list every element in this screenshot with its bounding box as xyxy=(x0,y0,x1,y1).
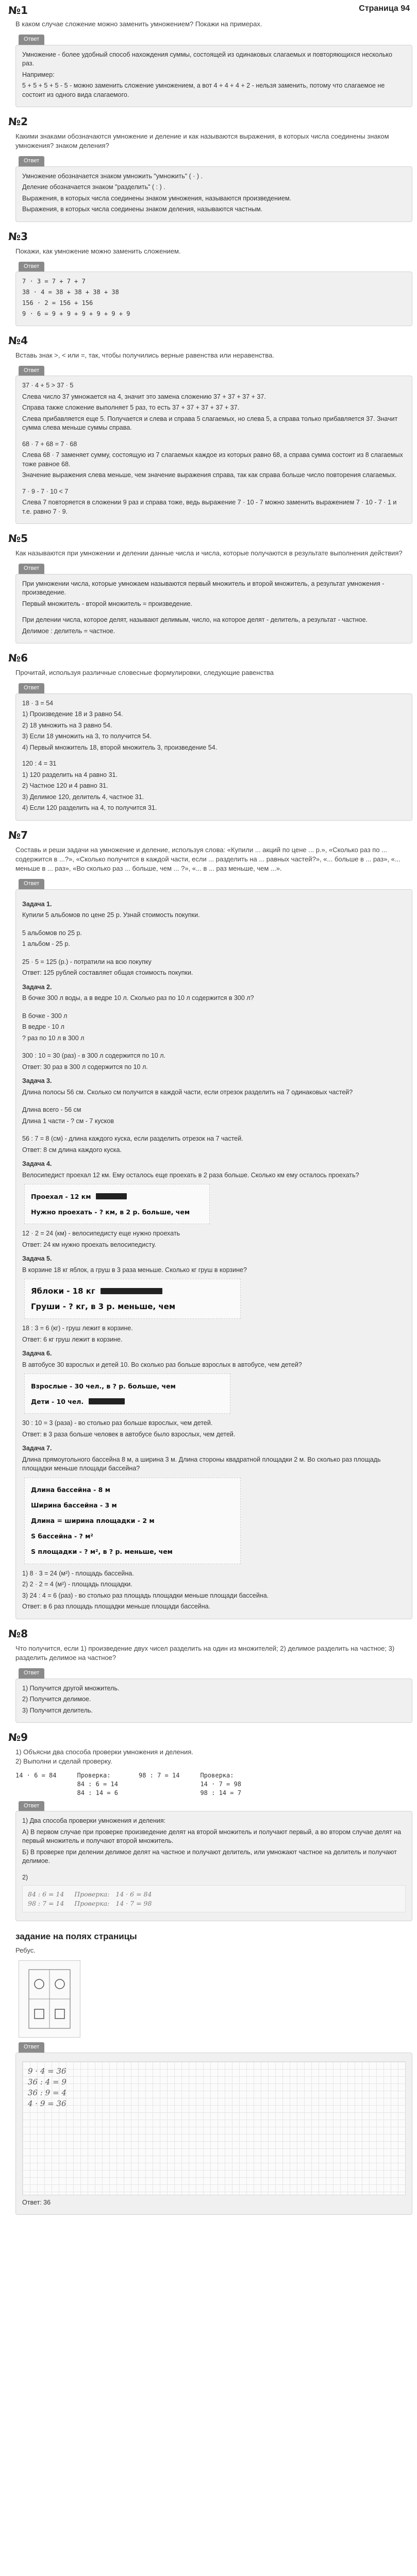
question: Ребус. xyxy=(15,1946,36,1955)
answer-line: 1) Получится другой множитель. xyxy=(22,1684,120,1692)
question: Покажи, как умножение можно заменить сложением. xyxy=(15,247,181,255)
answer-block xyxy=(15,261,412,326)
answer-line: Первый множитель - второй множитель = произведение. xyxy=(22,600,192,607)
answer-tab: Ответ xyxy=(19,35,44,44)
answer-line: 1) Два способа проверки умножения и деления: xyxy=(22,1817,166,1825)
answer-tab: Ответ xyxy=(19,156,44,166)
answer-line: 38 · 4 = 38 + 38 + 38 + 38 xyxy=(22,289,119,296)
section-9 xyxy=(8,1730,410,1921)
task-number: №3 xyxy=(8,230,28,243)
diagram-bar xyxy=(101,1288,162,1294)
answer-box xyxy=(15,45,412,108)
answer-line: Ответ: в 3 раза больше человек в автобусе было взрослых, чем детей. xyxy=(22,1430,236,1438)
diagram-label: Длина бассейна - 8 м xyxy=(31,1486,110,1494)
diagram xyxy=(24,1478,241,1564)
answer-line: 25 · 5 = 125 (р.) - потратили на всю покупку xyxy=(22,958,152,965)
section-4 xyxy=(8,333,410,524)
answer-box xyxy=(15,693,412,821)
answer-tab: Ответ xyxy=(19,1801,44,1811)
answer-line: А) В первом случае при проверке произведение делят на второй множитель и получают первый, а во втором случае делят на первый множитель и получают второй множитель. xyxy=(22,1828,402,1845)
answer-line: 7 · 3 = 7 + 7 + 7 xyxy=(22,278,86,285)
calculation: 98 : 7 = 14 xyxy=(138,1772,180,1780)
answer-line: 300 : 10 = 30 (раз) - в 300 л содержится по 10 л. xyxy=(22,1052,165,1060)
diagram-label: S площадки - ? м², в ? р. меньше, чем xyxy=(31,1548,173,1556)
diagram-row xyxy=(31,1204,203,1219)
answer-line: 4) Первый множитель 18, второй множитель 3, произведение 54. xyxy=(22,743,218,751)
diagram xyxy=(24,1374,230,1414)
answer-line: 68 · 7 + 68 = 7 · 68 xyxy=(22,440,77,448)
question: 1) Объясни два способа проверки умножения и деления. 2) Выполни и сделай проверку. xyxy=(15,1748,193,1766)
answer-line: Б) В проверке при делении делимое делят на частное и получают делитель, или умножают частное на делитель и получают делимое. xyxy=(22,1848,397,1865)
answer-line: В автобусе 30 взрослых и детей 10. Во сколько раз больше взрослых в автобусе, чем детей? xyxy=(22,1361,302,1368)
answer-line: Длина 1 части - ? см - 7 кусков xyxy=(22,1117,114,1125)
answer-line: В ведре - 10 л xyxy=(22,1023,64,1031)
diagram-bar xyxy=(89,1398,125,1404)
answer-line: 2) xyxy=(22,1873,28,1881)
diagram-row xyxy=(31,1513,234,1529)
answer-line: Велосипедист проехал 12 км. Ему осталось еще проехать в 2 раза больше. Сколько км ему осталось проехать? xyxy=(22,1171,359,1179)
task-number: №5 xyxy=(8,532,28,545)
answer-line: При умножении числа, которые умножаем называются первый множитель и второй множитель, а результат умножения - произведение. xyxy=(22,580,385,597)
answer-tab: Ответ xyxy=(19,366,44,376)
answer-line: Например: xyxy=(22,71,55,78)
answer-line: При делении числа, которое делят, называют делимым, число, на которое делят - делитель, а результат - частное. xyxy=(22,616,368,624)
answer-line: 2) Получится делимое. xyxy=(22,1696,91,1703)
answer-line: Значение выражения слева меньше, чем значение выражения справа, так как справа больше число повторения слагаемых. xyxy=(22,471,397,479)
task-heading: Задача 5. xyxy=(22,1255,52,1263)
rebus-figure-icon xyxy=(24,1965,75,2032)
calculation: 14 · 6 = 84 xyxy=(15,1772,57,1780)
answer-tab: Ответ xyxy=(19,879,44,889)
answer-line: Ответ: 24 км нужно проехать велосипедисту. xyxy=(22,1241,156,1248)
diagram-label: Нужно проехать - ? км, в 2 р. больше, чем xyxy=(31,1208,190,1216)
answer-block xyxy=(15,34,412,107)
task-number: №8 xyxy=(8,1627,28,1640)
diagram-label: Дети - 10 чел. xyxy=(31,1397,84,1405)
answer-line: 5 альбомов по 25 р. xyxy=(22,929,82,937)
answer-line: Ответ: 30 раз в 300 л содержится по 10 л. xyxy=(22,1063,148,1071)
answer-line: В бочке - 300 л xyxy=(22,1012,68,1020)
answer-line: Ответ: 6 кг груш лежит в корзине. xyxy=(22,1335,123,1343)
answer-block xyxy=(15,683,412,820)
task-heading: Задача 1. xyxy=(22,900,52,908)
task-heading: Задача 6. xyxy=(22,1350,52,1358)
question: Как называются при умножении и делении данные числа и числа, которые получаются в результате выполнения действия? xyxy=(15,549,403,557)
question: Прочитай, используя различные словесные формулировки, следующие равенства xyxy=(15,669,274,677)
rebus-image xyxy=(19,1960,80,2038)
answer-block xyxy=(15,878,412,1619)
diagram-label: Взрослые - 30 чел., в ? р. больше, чем xyxy=(31,1382,176,1390)
answer-line: Слева 7 повторяется в сложении 9 раз и справа тоже, ведь выражение 7 · 10 - 7 можно заменить выражением 7 · 10 - 7 · 1 и т.е. равно 7 · 9. xyxy=(22,499,397,515)
answer-line: 3) Если 18 умножить на 3, то получится 54. xyxy=(22,733,152,740)
handwritten-solution: 84 : 6 = 14 Проверка: 14 · 6 = 84 98 : 7 = 14 Проверка: 14 · 7 = 98 xyxy=(22,1885,406,1912)
diagram-label: Длина = ширина площадки - 2 м xyxy=(31,1517,155,1525)
diagram-row xyxy=(31,1482,234,1498)
answer-line: 2) Частное 120 и 4 равно 31. xyxy=(22,782,108,790)
section-1 xyxy=(8,20,410,107)
answer-block xyxy=(15,156,412,222)
diagram-row xyxy=(31,1189,203,1204)
answer-line: 3) Получится делитель. xyxy=(22,1706,93,1714)
diagram-label: Яблоки - 18 кг xyxy=(31,1286,95,1296)
answer-line: 156 · 2 = 156 + 156 xyxy=(22,299,93,307)
handwritten-solution: 9 · 4 = 36 36 : 4 = 9 36 : 9 = 4 4 · 9 = 36 xyxy=(22,2061,406,2195)
answer-line: Длина всего - 56 см xyxy=(22,1106,81,1114)
answer-line: Деление обозначается знаком "разделить" ( : ) . xyxy=(22,183,165,191)
answer-line: 2) 2 · 2 = 4 (м²) - площадь площадки. xyxy=(22,1581,132,1588)
answer-box xyxy=(15,889,412,1619)
answer-line: В корзине 18 кг яблок, а груш в 3 раза меньше. Сколько кг груш в корзине? xyxy=(22,1266,247,1274)
answer-line: Ответ: 36 xyxy=(22,2198,51,2206)
task-number: №9 xyxy=(8,1731,28,1744)
answer-line: 12 · 2 = 24 (км) - велосипедисту еще нужно проехать xyxy=(22,1230,180,1238)
answer-line: Выражения, в которых числа соединены знаком умножения, называются произведением. xyxy=(22,194,292,202)
answer-block xyxy=(15,563,412,643)
answer-block xyxy=(15,2042,412,2215)
section-6 xyxy=(8,651,410,821)
answer-line: 56 : 7 = 8 (см) - длина каждого куска, если разделить отрезок на 7 частей. xyxy=(22,1135,243,1143)
answer-tab: Ответ xyxy=(19,564,44,573)
answer-line: Ответ: 125 рублей составляет общая стоимость покупки. xyxy=(22,969,193,977)
answer-line: 2) 18 умножить на 3 равно 54. xyxy=(22,721,112,729)
diagram-label: Груши - ? кг, в 3 р. меньше, чем xyxy=(31,1301,176,1311)
section-8 xyxy=(8,1626,410,1723)
answer-block xyxy=(15,1801,412,1921)
answer-line: 1) 120 разделить на 4 равно 31. xyxy=(22,771,118,778)
answer-line: 30 : 10 = 3 (раза) - во столько раз больше взрослых, чем детей. xyxy=(22,1419,213,1427)
section-5 xyxy=(8,531,410,643)
diagram-row xyxy=(31,1394,224,1409)
answer-line: 5 + 5 + 5 + 5 - 5 - можно заменить сложение умножением, а вот 4 + 4 + 4 + 2 - нельзя заменить, потому что слагаемое не состоит из одного вида слагаемого. xyxy=(22,82,385,98)
answer-block xyxy=(15,1668,412,1723)
section-title: задание на полях страницы xyxy=(15,1931,137,1942)
margin-task-section xyxy=(15,1930,410,2215)
answer-line: 37 · 4 + 5 > 37 · 5 xyxy=(22,382,74,389)
task-number: №6 xyxy=(8,652,28,665)
answer-line: Длина прямоугольного бассейна 8 м, а ширина 3 м. Длина стороны квадратной площадки 2 м. Во сколько раз площадь площадки меньше площади бассейна? xyxy=(22,1455,381,1472)
task-number: №1 xyxy=(8,4,28,16)
page-title: Страница 94 xyxy=(359,4,410,13)
answer-line: 9 · 6 = 9 + 9 + 9 + 9 + 9 + 9 xyxy=(22,310,130,317)
section-3 xyxy=(8,229,410,326)
answer-box xyxy=(15,2053,412,2215)
task-number: №2 xyxy=(8,115,28,128)
answer-line: 4) Если 120 разделить на 4, то получится 31. xyxy=(22,804,157,812)
answer-tab: Ответ xyxy=(19,1668,44,1678)
answer-tab: Ответ xyxy=(19,2042,44,2052)
answer-line: 18 · 3 = 54 xyxy=(22,699,54,707)
answer-box xyxy=(15,1811,412,1921)
answer-tab: Ответ xyxy=(19,262,44,272)
task-number: №4 xyxy=(8,334,28,347)
diagram xyxy=(24,1279,241,1319)
diagram-row xyxy=(31,1283,234,1299)
answer-line: Слева число 37 умножается на 4, значит это замена сложению 37 + 37 + 37 + 37. xyxy=(22,393,266,400)
section-2 xyxy=(8,114,410,222)
task-heading: Задача 3. xyxy=(22,1077,52,1085)
answer-box xyxy=(15,272,412,326)
question: Вставь знак >, < или =, так, чтобы получились верные равенства или неравенства. xyxy=(15,351,274,359)
answer-block xyxy=(15,365,412,524)
question: Что получится, если 1) произведение двух чисел разделить на один из множителей; 2) делимое разделить на частное; 3) разделить делимое на частное? xyxy=(15,1644,395,1662)
answer-box xyxy=(15,1679,412,1723)
answer-line: 1) 8 · 3 = 24 (м²) - площадь бассейна. xyxy=(22,1569,134,1577)
section-7 xyxy=(8,828,410,1619)
answer-line: Делимое : делитель = частное. xyxy=(22,627,115,635)
diagram-row xyxy=(31,1529,234,1544)
answer-line: Выражения, в которых числа соединены знаком деления, называются частным. xyxy=(22,206,263,213)
answer-line: 1) Произведение 18 и 3 равно 54. xyxy=(22,710,123,718)
diagram-label: Проехал - 12 км xyxy=(31,1192,91,1200)
answer-line: Ответ: в 6 раз площадь площадки меньше площади бассейна. xyxy=(22,1603,211,1611)
diagram-row xyxy=(31,1299,234,1314)
answer-box xyxy=(15,376,412,524)
answer-box xyxy=(15,574,412,644)
answer-line: 7 · 9 - 7 · 10 < 7 xyxy=(22,487,69,495)
answer-line: 120 : 4 = 31 xyxy=(22,760,57,768)
task-heading: Задача 7. xyxy=(22,1445,52,1452)
task-heading: Задача 4. xyxy=(22,1160,52,1168)
answer-line: ? раз по 10 л в 300 л xyxy=(22,1034,85,1042)
question: Какими знаками обозначаются умножение и деление и как называются выражения, в которых числа соединены знаком умножения? знаком деления? xyxy=(15,132,389,150)
task-number: №7 xyxy=(8,828,28,841)
calculation-row xyxy=(15,1771,410,1797)
answer-line: Справа также сложение выполняет 5 раз, то есть 37 + 37 + 37 + 37 + 37. xyxy=(22,404,240,412)
answer-box xyxy=(15,166,412,222)
answer-line: 18 : 3 = 6 (кг) - груш лежит в корзине. xyxy=(22,1325,133,1332)
diagram-row xyxy=(31,1544,234,1560)
answer-line: Умножение обозначается знаком умножить "умножить" ( · ) . xyxy=(22,172,203,180)
answer-line: 3) Делимое 120, делитель 4, частное 31. xyxy=(22,793,144,801)
answer-line: 1 альбом - 25 р. xyxy=(22,940,70,948)
answer-line: В бочке 300 л воды, а в ведре 10 л. Сколько раз по 10 л содержится в 300 л? xyxy=(22,994,254,1002)
diagram-row xyxy=(31,1498,234,1513)
calculation: Проверка: 14 · 7 = 98 98 : 14 = 7 xyxy=(200,1772,241,1797)
page-header xyxy=(8,3,410,16)
answer-line: 3) 24 : 4 = 6 (раз) - во столько раз площадь площадки меньше площади бассейна. xyxy=(22,1591,269,1599)
diagram-label: S бассейна - ? м² xyxy=(31,1532,93,1540)
diagram-bar xyxy=(96,1193,127,1199)
diagram xyxy=(24,1184,210,1224)
task-heading: Задача 2. xyxy=(22,983,52,991)
question: В каком случае сложение можно заменить умножением? Покажи на примерах. xyxy=(15,20,262,28)
diagram-row xyxy=(31,1378,224,1394)
answer-line: Длина полосы 56 см. Сколько см получится в каждой части, если отрезок разделить на 7 одинаковых частей? xyxy=(22,1088,353,1096)
answer-line: Умножение - более удобный способ нахождения суммы, состоящей из одинаковых слагаемых и повторяющихся несколько раз. xyxy=(22,50,392,67)
diagram-label: Ширина бассейна - 3 м xyxy=(31,1501,117,1510)
calculation: Проверка: 84 : 6 = 14 84 : 14 = 6 xyxy=(77,1772,118,1797)
answer-line: Купили 5 альбомов по цене 25 р. Узнай стоимость покупки. xyxy=(22,911,200,919)
answer-tab: Ответ xyxy=(19,683,44,693)
answer-line: Слева прибавляется еще 5. Получается и слева и справа 5 слагаемых, но слева 5, а справа только прибавляется 37. Значит сумма слева меньше суммы справа. xyxy=(22,415,398,432)
answer-line: Ответ: 8 см длина каждого куска. xyxy=(22,1146,122,1154)
question: Составь и реши задачи на умножение и деление, используя слова: «Купили ... акций по цене ... р.», «Сколько раз по ... содержится в ...?», «Сколько получится в каждой части, если ... разделить на ... равных частей?», «... больше в ... раз», «... меньше в ... раз», «Во сколько раз ... больше, чем ... ?», «... в ... раз меньше, чем ...». xyxy=(15,845,401,873)
answer-line: Слева 68 · 7 заменяет сумму, состоящую из 7 слагаемых каждое из которых равно 68, а справа сумма состоит из 8 слагаемых тоже равное 68. xyxy=(22,451,403,468)
